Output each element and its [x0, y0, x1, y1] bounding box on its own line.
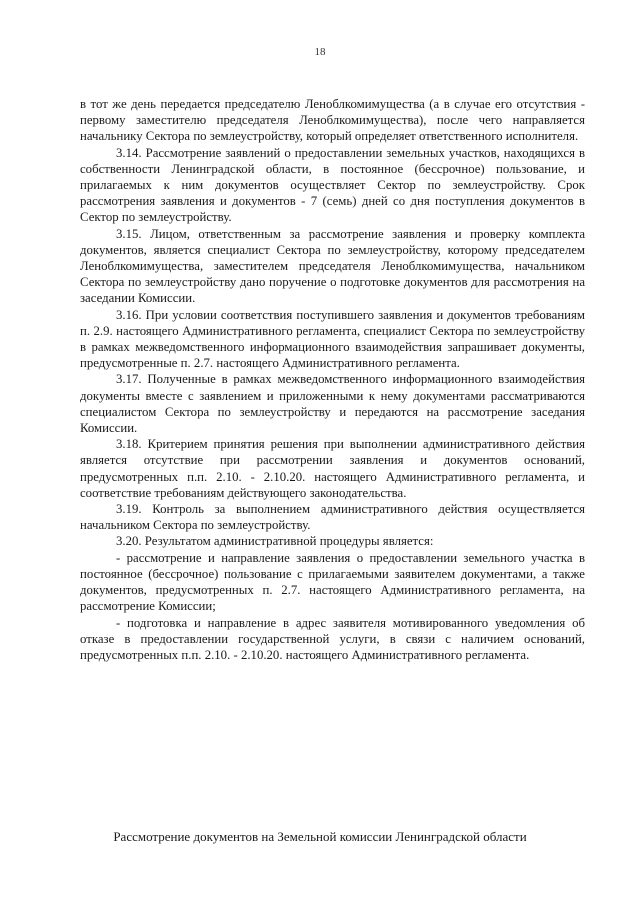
paragraph-3-19: 3.19. Контроль за выполнением административного действия осуществляется начальником Сектора по землеустройству.: [80, 502, 585, 533]
paragraph-3-18: 3.18. Критерием принятия решения при выполнении административного действия является отсутствие при рассмотрении заявления и документов оснований, предусмотренных п.п. 2.10. - 2.10.20. настоящего Административного регламента, и соответствие требованиям действующего законодательства.: [80, 437, 585, 500]
page-number: 18: [314, 46, 326, 58]
paragraph-3-20: 3.20. Результатом административной процедуры является:: [116, 534, 434, 549]
paragraph-3-14: 3.14. Рассмотрение заявлений о предоставлении земельных участков, находящихся в собственности Ленинградской области, в постоянное (бессрочное) пользование, и прилагаемых к ним документов осуществляет Сектор по землеустройству. Срок рассмотрения заявления и документов - 7 (семь) дней со дня поступления документов в Сектор по землеустройству.: [80, 145, 585, 225]
list-item-result-2: - подготовка и направление в адрес заявителя мотивированного уведомления об отказе в предоставлении государственной услуги, в связи с наличием оснований, предусмотренных п.п. 2.10. - 2.10.20. настоящего Административного регламента.: [80, 615, 585, 662]
section-heading: Рассмотрение документов на Земельной комиссии Ленинградской области: [113, 829, 527, 844]
document-body: [80, 96, 585, 663]
paragraph-3-15: 3.15. Лицом, ответственным за рассмотрение заявления и проверку комплекта документов, является специалист Сектора по землеустройству, которому председателем Леноблкомимущества, заместителем председателя Леноблкомимущества, начальником Сектора по землеустройству дано поручение о подготовке документов для рассмотрения на заседании Комиссии.: [80, 226, 585, 306]
paragraph-continuation: в тот же день передается председателю Леноблкомимущества (а в случае его отсутствия - первому заместителю председателя Леноблкомимущества), после чего направляется начальнику Сектора по землеустройству, который определяет ответственного исполнителя.: [80, 97, 585, 144]
paragraph-3-16: 3.16. При условии соответствия поступившего заявления и документов требованиям п. 2.9. настоящего Административного регламента, специалист Сектора по землеустройству в рамках межведомственного информационного взаимодействия запрашивает документы, предусмотренные п. 2.7. настоящего Административного регламента.: [80, 307, 585, 371]
paragraph-3-17: 3.17. Полученные в рамках межведомственного информационного взаимодействия документы вместе с заявлением и приложенными к нему документами рассматриваются специалистом Сектора по землеустройству и передаются на рассмотрение заседания Комиссии.: [80, 372, 585, 436]
list-item-result-1: - рассмотрение и направление заявления о предоставлении земельного участка в постоянное (бессрочное) пользование с прилагаемыми заявителем документами, а также документов, предусмотренных п. 2.7. настоящего Административного регламента, на рассмотрение Комиссии;: [80, 550, 585, 614]
